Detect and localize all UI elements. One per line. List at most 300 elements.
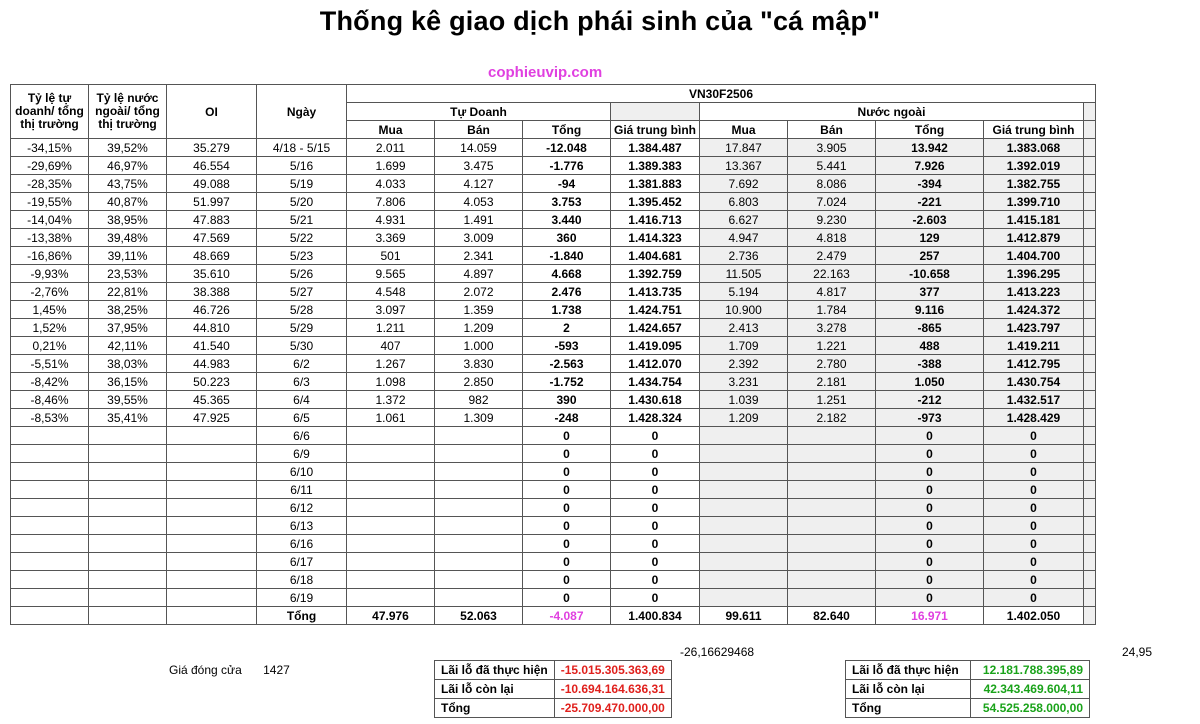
cell-td-mua: 1.372 [347,391,435,409]
closing-price-label: Giá đóng cửa [169,663,242,677]
table-row [11,247,1096,265]
total-nn-mua: 99.611 [700,607,788,625]
cell-td-ban [435,535,523,553]
cell-td: -29,69% [11,157,89,175]
cell-td-mua: 407 [347,337,435,355]
cell-nn-ban: 2.479 [788,247,876,265]
cell-td-gia: 1.414.323 [611,229,700,247]
cell-date: 6/4 [257,391,347,409]
pl-row [846,680,1090,699]
cell-nn [89,571,167,589]
cell-spacer [1084,175,1096,193]
total-td-tong: -4.087 [523,607,611,625]
cell-td-gia: 1.424.751 [611,301,700,319]
cell-date: 6/10 [257,463,347,481]
cell-td [11,517,89,535]
below-td-value: -26,16629468 [680,645,755,659]
cell-td-tong: 0 [523,589,611,607]
cell-oi [167,463,257,481]
cell-nn-ban [788,589,876,607]
cell-blank [89,607,167,625]
cell-td-mua: 4.033 [347,175,435,193]
derivatives-table [10,84,1096,625]
cell-spacer [1084,589,1096,607]
cell-td-tong: -248 [523,409,611,427]
pl-row [435,699,672,718]
table-row [11,229,1096,247]
cell-td-tong: 2.476 [523,283,611,301]
cell-nn-mua [700,427,788,445]
cell-nn-ban [788,571,876,589]
cell-td-tong: -593 [523,337,611,355]
cell-oi: 51.997 [167,193,257,211]
cell-oi: 44.810 [167,319,257,337]
cell-td: -2,76% [11,283,89,301]
cell-nn-gia: 0 [984,535,1084,553]
cell-date: 6/13 [257,517,347,535]
cell-td-tong: 0 [523,445,611,463]
cell-td: -8,53% [11,409,89,427]
cell-td-mua [347,499,435,517]
cell-spacer [1084,337,1096,355]
header-spacer [1084,121,1096,139]
cell-oi: 38.388 [167,283,257,301]
header-td-ban: Bán [435,121,523,139]
cell-spacer [1084,265,1096,283]
cell-nn: 39,52% [89,139,167,157]
cell-date: 6/11 [257,481,347,499]
cell-nn-mua [700,535,788,553]
cell-td-gia: 1.416.713 [611,211,700,229]
cell-nn-mua [700,499,788,517]
cell-td-gia: 1.413.735 [611,283,700,301]
cell-oi [167,589,257,607]
cell-nn-tong: 257 [876,247,984,265]
cell-nn-mua [700,571,788,589]
cell-td-tong: -94 [523,175,611,193]
cell-oi [167,427,257,445]
cell-nn-ban [788,499,876,517]
cell-td-gia: 0 [611,571,700,589]
cell-nn: 35,41% [89,409,167,427]
total-td-gia: 1.400.834 [611,607,700,625]
cell-nn-tong: 0 [876,571,984,589]
cell-td [11,445,89,463]
cell-nn-mua: 2.392 [700,355,788,373]
cell-td: -28,35% [11,175,89,193]
cell-td-ban: 1.359 [435,301,523,319]
cell-nn-tong: -2.603 [876,211,984,229]
cell-nn-gia: 1.399.710 [984,193,1084,211]
cell-td-tong: 2 [523,319,611,337]
cell-nn-tong: -388 [876,355,984,373]
cell-nn: 37,95% [89,319,167,337]
cell-td-ban: 982 [435,391,523,409]
cell-td-ban: 4.053 [435,193,523,211]
table-row [11,139,1096,157]
cell-nn-tong: 9.116 [876,301,984,319]
table-row [11,337,1096,355]
total-label: Tổng [257,607,347,625]
cell-nn-ban: 5.441 [788,157,876,175]
cell-nn-gia: 1.382.755 [984,175,1084,193]
header-nn-ratio-text: Tỷ lệ nước ngoài/ tổng thị trường [95,91,160,131]
cell-td-ban [435,571,523,589]
pl-row [846,661,1090,680]
cell-td-tong: 3.753 [523,193,611,211]
cell-blank [167,607,257,625]
cell-date: 5/27 [257,283,347,301]
cell-nn-gia: 0 [984,463,1084,481]
cell-nn-ban [788,517,876,535]
cell-nn: 40,87% [89,193,167,211]
cell-td-mua: 3.097 [347,301,435,319]
cell-spacer [1084,319,1096,337]
cell-nn-gia: 1.423.797 [984,319,1084,337]
cell-oi [167,481,257,499]
header-td-ratio-text: Tỷ lệ tự doanh/ tổng thị trường [15,91,84,131]
cell-td-ban: 4.897 [435,265,523,283]
cell-td-mua: 4.931 [347,211,435,229]
total-nn-tong: 16.971 [876,607,984,625]
below-nn-value: 24,95 [1122,645,1153,659]
cell-td: -13,38% [11,229,89,247]
cell-spacer [1084,463,1096,481]
cell-nn-tong: -865 [876,319,984,337]
cell-td-gia: 1.392.759 [611,265,700,283]
cell-nn-tong: 0 [876,517,984,535]
cell-nn-mua: 2.413 [700,319,788,337]
cell-td-tong: 360 [523,229,611,247]
page-title: Thống kê giao dịch phái sinh của "cá mập" [319,6,881,36]
cell-nn [89,427,167,445]
cell-nn-gia: 1.413.223 [984,283,1084,301]
cell-nn-gia: 0 [984,427,1084,445]
cell-date: 6/17 [257,553,347,571]
cell-nn: 38,25% [89,301,167,319]
cell-nn-mua [700,553,788,571]
cell-td-tong: -1.776 [523,157,611,175]
cell-td-mua [347,463,435,481]
cell-td-gia: 0 [611,499,700,517]
cell-date: 5/29 [257,319,347,337]
cell-td-gia: 1.384.487 [611,139,700,157]
cell-nn: 38,95% [89,211,167,229]
table-row [11,157,1096,175]
cell-td-mua: 3.369 [347,229,435,247]
pl-value: -25.709.470.000,00 [554,699,671,718]
cell-nn-tong: -221 [876,193,984,211]
cell-nn-ban [788,535,876,553]
cell-nn-ban: 3.905 [788,139,876,157]
cell-date: 5/22 [257,229,347,247]
watermark-link[interactable]: cophieuvip.com [488,64,603,81]
cell-td-ban [435,499,523,517]
cell-td-gia: 0 [611,589,700,607]
cell-td-mua [347,517,435,535]
cell-nn: 22,81% [89,283,167,301]
cell-td-ban: 4.127 [435,175,523,193]
cell-td-mua [347,589,435,607]
cell-date: 6/3 [257,373,347,391]
cell-nn-gia: 1.424.372 [984,301,1084,319]
cell-nn-ban: 4.817 [788,283,876,301]
header-spacer [1084,103,1096,121]
cell-td [11,481,89,499]
cell-td-mua [347,535,435,553]
cell-td [11,535,89,553]
cell-nn: 39,55% [89,391,167,409]
cell-td-ban: 1.491 [435,211,523,229]
cell-td-tong: -2.563 [523,355,611,373]
header-td-gia: Giá trung bình [611,121,700,139]
cell-nn: 43,75% [89,175,167,193]
cell-nn-tong: 129 [876,229,984,247]
pl-value: 12.181.788.395,89 [971,661,1090,680]
cell-nn-ban [788,445,876,463]
cell-spacer [1084,157,1096,175]
cell-td-tong: 0 [523,481,611,499]
cell-spacer [1084,517,1096,535]
cell-spacer [1084,535,1096,553]
pl-value: -10.694.164.636,31 [554,680,671,699]
cell-nn-ban: 1.221 [788,337,876,355]
cell-nn-gia: 1.412.879 [984,229,1084,247]
cell-td-mua: 9.565 [347,265,435,283]
cell-nn-gia: 1.432.517 [984,391,1084,409]
cell-spacer [1084,139,1096,157]
cell-nn-gia: 0 [984,481,1084,499]
cell-td-mua: 2.011 [347,139,435,157]
cell-nn-mua: 1.039 [700,391,788,409]
cell-td-mua [347,553,435,571]
cell-nn-mua: 10.900 [700,301,788,319]
cell-nn: 36,15% [89,373,167,391]
pl-label: Lãi lỗ còn lại [846,680,971,699]
cell-td-tong: 0 [523,553,611,571]
cell-td-tong: 0 [523,499,611,517]
cell-nn [89,589,167,607]
cell-td-ban: 1.309 [435,409,523,427]
table-row [11,571,1096,589]
cell-nn-tong: 377 [876,283,984,301]
cell-nn-mua: 7.692 [700,175,788,193]
pl-value: 54.525.258.000,00 [971,699,1090,718]
cell-td-ban: 14.059 [435,139,523,157]
cell-spacer [1084,571,1096,589]
cell-date: 6/12 [257,499,347,517]
cell-date: 5/16 [257,157,347,175]
cell-spacer [1084,409,1096,427]
cell-td-ban: 2.072 [435,283,523,301]
cell-td-mua [347,445,435,463]
cell-oi: 46.554 [167,157,257,175]
cell-blank [11,607,89,625]
pl-table-nuoc-ngoai [845,660,1090,718]
table-row [11,265,1096,283]
cell-nn-mua: 6.803 [700,193,788,211]
cell-td-ban: 1.209 [435,319,523,337]
cell-td-tong: 3.440 [523,211,611,229]
cell-td-tong: 1.738 [523,301,611,319]
cell-td-gia: 1.428.324 [611,409,700,427]
cell-td-mua [347,481,435,499]
table-row [11,427,1096,445]
cell-td-gia: 0 [611,481,700,499]
cell-nn [89,463,167,481]
cell-nn [89,499,167,517]
cell-td-ban [435,517,523,535]
cell-td-ban: 3.475 [435,157,523,175]
table-row [11,373,1096,391]
header-td-tong: Tổng [523,121,611,139]
cell-nn: 23,53% [89,265,167,283]
cell-oi [167,445,257,463]
pl-row [846,699,1090,718]
pl-label: Tổng [435,699,555,718]
cell-nn [89,553,167,571]
cell-date: 6/6 [257,427,347,445]
cell-td-mua: 501 [347,247,435,265]
cell-spacer [1084,247,1096,265]
cell-td-tong: 390 [523,391,611,409]
cell-td-tong: 0 [523,463,611,481]
table-row [11,211,1096,229]
cell-nn-gia: 1.396.295 [984,265,1084,283]
cell-td-tong: -1.752 [523,373,611,391]
cell-nn-ban: 2.780 [788,355,876,373]
totals-row [11,607,1096,625]
pl-row [435,680,672,699]
cell-date: 5/21 [257,211,347,229]
cell-td-gia: 0 [611,517,700,535]
pl-value: 42.343.469.604,11 [971,680,1090,699]
cell-nn-mua: 1.709 [700,337,788,355]
cell-date: 5/23 [257,247,347,265]
cell-nn-mua [700,589,788,607]
cell-td-mua: 4.548 [347,283,435,301]
cell-nn-mua: 13.367 [700,157,788,175]
cell-date: 6/9 [257,445,347,463]
cell-td [11,427,89,445]
cell-nn-mua: 11.505 [700,265,788,283]
header-nuoc-ngoai: Nước ngoài [700,103,1084,121]
cell-oi: 45.365 [167,391,257,409]
cell-nn-ban: 2.182 [788,409,876,427]
cell-oi: 47.569 [167,229,257,247]
cell-nn-tong: 488 [876,337,984,355]
cell-nn-gia: 1.430.754 [984,373,1084,391]
cell-nn-tong: 13.942 [876,139,984,157]
cell-nn-ban: 7.024 [788,193,876,211]
cell-oi: 46.726 [167,301,257,319]
table-row [11,445,1096,463]
cell-nn-ban: 1.784 [788,301,876,319]
cell-nn-ban: 8.086 [788,175,876,193]
cell-td-mua [347,571,435,589]
cell-oi [167,571,257,589]
cell-nn-tong: 0 [876,535,984,553]
cell-oi: 47.925 [167,409,257,427]
cell-nn-gia: 0 [984,499,1084,517]
cell-nn [89,445,167,463]
cell-td-ban: 2.341 [435,247,523,265]
cell-nn-ban: 3.278 [788,319,876,337]
cell-nn: 39,48% [89,229,167,247]
cell-spacer [1084,193,1096,211]
cell-oi: 41.540 [167,337,257,355]
cell-td-gia: 1.419.095 [611,337,700,355]
cell-td-mua: 1.211 [347,319,435,337]
cell-nn-tong: 0 [876,463,984,481]
cell-oi [167,553,257,571]
cell-nn-tong: -394 [876,175,984,193]
cell-nn-ban [788,427,876,445]
cell-nn-gia: 0 [984,589,1084,607]
cell-spacer [1084,283,1096,301]
table-row [11,319,1096,337]
cell-nn [89,481,167,499]
header-nn-tong: Tổng [876,121,984,139]
cell-spacer [1084,607,1096,625]
pl-value: -15.015.305.363,69 [554,661,671,680]
cell-nn-mua [700,481,788,499]
cell-nn [89,535,167,553]
cell-td-tong: 0 [523,427,611,445]
header-contract: VN30F2506 [347,85,1096,103]
cell-nn-gia: 0 [984,571,1084,589]
cell-nn-gia: 1.412.795 [984,355,1084,373]
cell-td-gia: 1.430.618 [611,391,700,409]
table-row [11,589,1096,607]
cell-date: 6/16 [257,535,347,553]
cell-nn-ban: 2.181 [788,373,876,391]
cell-nn-ban: 1.251 [788,391,876,409]
cell-td: -8,42% [11,373,89,391]
cell-nn-mua: 5.194 [700,283,788,301]
header-nn-ban: Bán [788,121,876,139]
cell-oi [167,535,257,553]
cell-nn-gia: 1.419.211 [984,337,1084,355]
cell-nn-mua: 1.209 [700,409,788,427]
pl-table-tu-doanh [434,660,672,718]
cell-td: -34,15% [11,139,89,157]
cell-nn: 38,03% [89,355,167,373]
cell-oi: 35.279 [167,139,257,157]
total-nn-ban: 82.640 [788,607,876,625]
header-nn-ratio [89,85,167,139]
cell-td: -16,86% [11,247,89,265]
cell-nn-mua: 6.627 [700,211,788,229]
cell-spacer [1084,391,1096,409]
table-row [11,175,1096,193]
cell-td-ban [435,481,523,499]
table-row [11,355,1096,373]
cell-td-mua [347,427,435,445]
cell-td-ban [435,463,523,481]
table-row [11,301,1096,319]
cell-spacer [1084,373,1096,391]
cell-oi: 48.669 [167,247,257,265]
cell-nn-ban: 9.230 [788,211,876,229]
pl-label: Lãi lỗ đã thực hiện [435,661,555,680]
cell-nn-gia: 1.383.068 [984,139,1084,157]
cell-td-gia: 1.412.070 [611,355,700,373]
cell-date: 4/18 - 5/15 [257,139,347,157]
cell-td: -14,04% [11,211,89,229]
cell-nn-tong: 1.050 [876,373,984,391]
total-nn-gia: 1.402.050 [984,607,1084,625]
